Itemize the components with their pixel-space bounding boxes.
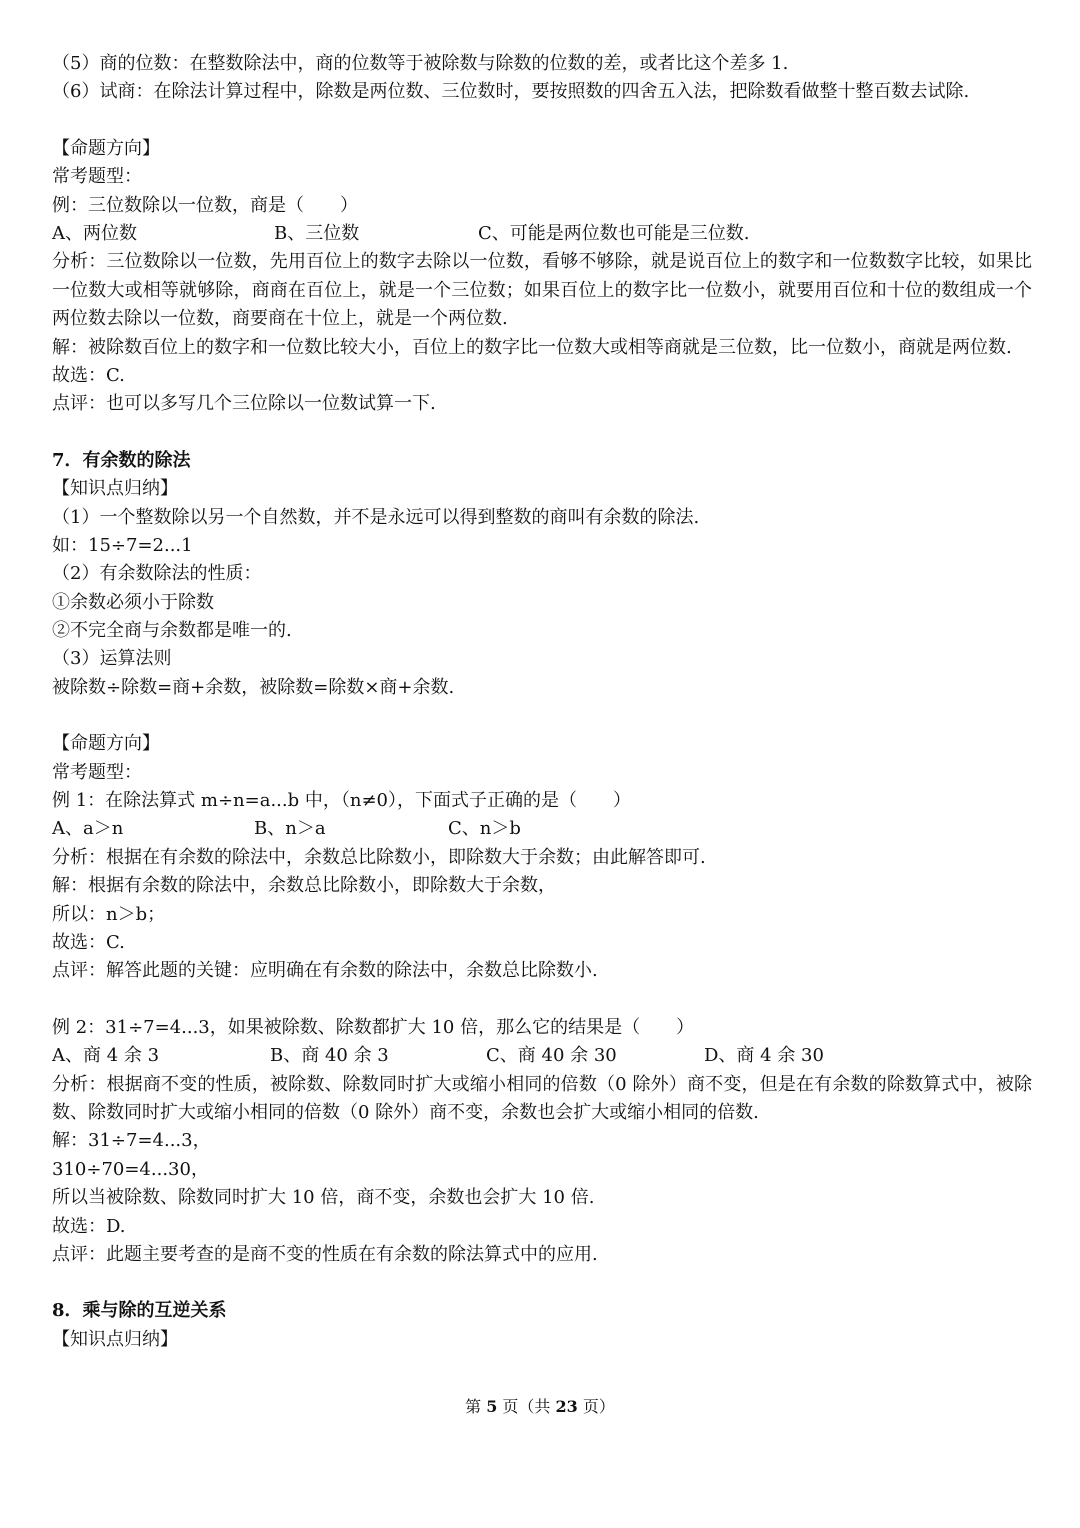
comment-text: 点评：也可以多写几个三位除以一位数试算一下. <box>52 393 436 415</box>
footer-prefix: 第 <box>465 1397 487 1416</box>
example-question: 例 2：31÷7=4...3，如果被除数、除数都扩大 10 倍，那么它的结果是（ ） <box>52 1016 695 1038</box>
comment-text: 点评：此题主要考查的是商不变的性质在有余数的除法算式中的应用. <box>52 1243 598 1265</box>
option-b: B、商 40 余 3 <box>270 1045 389 1067</box>
answer-text: 故选：D. <box>52 1215 126 1237</box>
option-b: B、n＞a <box>254 818 326 840</box>
option-d: D、商 4 余 30 <box>704 1045 824 1067</box>
type-label: 常考题型： <box>52 166 142 188</box>
text-line: 如：15÷7=2...1 <box>52 534 193 556</box>
footer-middle: 页（共 <box>497 1397 556 1416</box>
text-line: （1）一个整数除以另一个自然数，并不是永远可以得到整数的商叫有余数的除法. <box>52 506 700 528</box>
section-heading: 8．乘与除的互逆关系 <box>52 1300 227 1322</box>
footer-suffix: 页） <box>577 1397 615 1416</box>
section-label-knowledge: 【知识点归纳】 <box>52 1328 178 1350</box>
answer-text: 故选：C. <box>52 364 125 386</box>
option-a: A、商 4 余 3 <box>52 1045 160 1067</box>
solution-text: 解：31÷7=4...3， <box>52 1130 211 1152</box>
section-label-knowledge: 【知识点归纳】 <box>52 478 178 500</box>
section-heading: 7．有余数的除法 <box>52 449 191 471</box>
answer-options <box>52 1042 1032 1070</box>
text-line: 被除数÷除数=商+余数，被除数=除数×商+余数. <box>52 676 455 698</box>
page-footer <box>0 1395 1080 1419</box>
solution-text: 解：被除数百位上的数字和一位数比较大小，百位上的数字比一位数大或相等商就是三位数，比一位数小，商就是两位数. <box>52 336 1012 358</box>
option-a: A、a＞n <box>52 818 124 840</box>
solution-text: 310÷70=4...30， <box>52 1158 209 1180</box>
option-b: B、三位数 <box>274 222 360 244</box>
example-question: 例：三位数除以一位数，商是（ ） <box>52 194 358 216</box>
text-line: （3）运算法则 <box>52 648 172 670</box>
analysis-text: 分析：根据商不变的性质，被除数、除数同时扩大或缩小相同的倍数（0 除外）商不变，但是在有余数的除数算式中，被除数、除数同时扩大或缩小相同的倍数（0 除外）商不变，余数也会扩大或缩小相同的倍数. <box>52 1073 1032 1123</box>
text-line: （2）有余数除法的性质： <box>52 563 262 585</box>
solution-text: 所以当被除数、除数同时扩大 10 倍，商不变，余数也会扩大 10 倍. <box>52 1187 595 1209</box>
answer-options <box>52 220 1032 248</box>
answer-text: 故选：C. <box>52 932 125 953</box>
type-label: 常考题型： <box>52 761 142 783</box>
option-c: C、商 40 余 30 <box>486 1045 617 1067</box>
solution-text: 所以：n＞b； <box>52 903 166 925</box>
answer-options <box>52 815 1032 843</box>
analysis-text: 分析：根据在有余数的除法中，余数总比除数小，即除数大于余数；由此解答即可. <box>52 846 706 868</box>
option-c: C、可能是两位数也可能是三位数. <box>478 222 750 244</box>
page-content <box>52 50 1032 1354</box>
text-line: （5）商的位数：在整数除法中，商的位数等于被除数与除数的位数的差，或者比这个差多 1. <box>52 53 789 74</box>
solution-text: 解：根据有余数的除法中，余数总比除数小，即除数大于余数， <box>52 875 556 897</box>
section-label-direction: 【命题方向】 <box>52 137 160 159</box>
analysis-text: 分析：三位数除以一位数，先用百位上的数字去除以一位数，看够不够除，就是说百位上的数字和一位数数字比较，如果比一位数大或相等就够除，商商在百位上，就是一个三位数；如果百位上的数字比一位数小，就要用百位和十位的数组成一个两位数去除以一位数，商要商在十位上，就是一个两位数. <box>52 251 1032 330</box>
section-label-direction: 【命题方向】 <box>52 733 160 755</box>
comment-text: 点评：解答此题的关键：应明确在有余数的除法中，余数总比除数小. <box>52 960 598 982</box>
text-line: ②不完全商与余数都是唯一的. <box>52 620 292 642</box>
text-line: （6）试商：在除法计算过程中，除数是两位数、三位数时，要按照数的四舍五入法，把除数看做整十整百数去试除. <box>52 81 970 103</box>
text-line: ①余数必须小于除数 <box>52 591 214 613</box>
example-question: 例 1：在除法算式 m÷n=a...b 中，（n≠0），下面式子正确的是（ ） <box>52 790 631 812</box>
option-c: C、n＞b <box>448 818 521 840</box>
footer-page-number: 5 <box>486 1397 498 1416</box>
option-a: A、两位数 <box>52 222 137 244</box>
footer-total-pages: 23 <box>555 1397 578 1416</box>
